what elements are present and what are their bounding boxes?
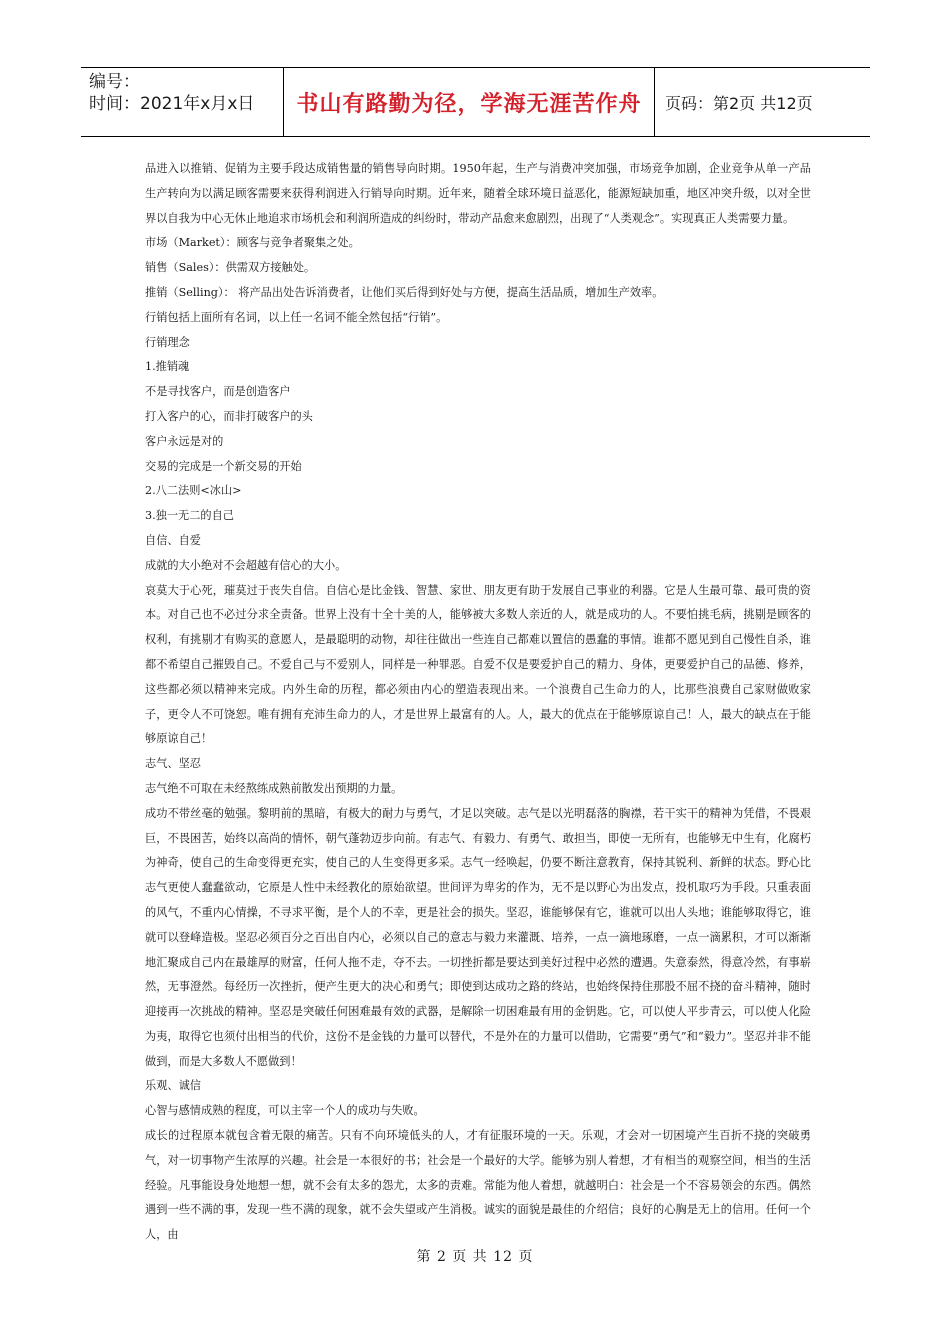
header-page-info <box>655 68 870 136</box>
list-item: 交易的完成是一个新交易的开始 <box>145 459 302 473</box>
paragraph: 成长的过程原本就包含着无限的痛苦。只有不向环境低头的人，才有征服环境的一天。乐观，才会对一切困境产生百折不挠的突破勇气，对一切事物产生浓厚的兴趣。社会是一本很好的书；社会是一个最好的大学。能够为别人着想，才有相当的观察空间，相当的生活经验。凡事能设身处地想一想，就不会有太多的怨尤，太多的责难。常能为他人着想，就越明白：社会是一个不容易领会的东西。偶然遇到一些不满的事，发现一些不满的现象，就不会失望或产生消极。诚实的面貌是最佳的介绍信；良好的心胸是无上的信用。任何一个人，由 <box>145 1129 811 1242</box>
page-number-label: 页码：第2页 共12页 <box>665 93 813 113</box>
paragraph: 志气绝不可取在未经熬练成熟前散发出预期的力量。 <box>145 781 403 795</box>
header-slogan: 书山有路勤为径，学海无涯苦作舟 <box>296 91 642 117</box>
list-item: 打入客户的心，而非打破客户的头 <box>145 409 313 423</box>
document-number-label: 编号： <box>89 72 140 92</box>
paragraph: 成就的大小绝对不会超越有信心的大小。 <box>145 558 347 572</box>
list-item: 不是寻找客户，而是创造客户 <box>145 385 291 399</box>
document-body <box>145 157 811 1248</box>
list-item: 2.八二法则<冰山> <box>145 484 242 498</box>
paragraph: 心智与感情成熟的程度，可以主宰一个人的成功与失败。 <box>145 1104 425 1118</box>
section-heading: 行销理念 <box>145 335 190 349</box>
paragraph: 品进入以推销、促销为主要手段达成销售量的销售导向时期。1950年起，生产与消费冲突加强，市场竞争加剧，企业竞争从单一产品生产转向为以满足顾客需要来获得利润进入行销导向时期。近年来，随着全球环境日益恶化，能源短缺加重，地区冲突升级，以对全世界以自我为中心无休止地追求市场机会和利润所造成的纠纷时，带动产品愈来愈剧烈，出现了“人类观念”。实现真正人类需要力量。 <box>145 162 811 225</box>
paragraph: 行销包括上面所有名词，以上任一名词不能全然包括“行销”。 <box>145 310 448 324</box>
header-slogan-cell <box>283 68 655 136</box>
list-item: 3.独一无二的自己 <box>145 509 234 523</box>
header-meta <box>81 68 283 136</box>
section-heading: 志气、坚忍 <box>145 757 201 771</box>
section-heading: 乐观、诚信 <box>145 1079 201 1093</box>
list-item: 1.推销魂 <box>145 360 190 374</box>
document-date: 时间：2021年x月x日 <box>89 94 255 114</box>
paragraph: 销售（Sales）：供需双方接触处。 <box>145 261 316 275</box>
page-footer: 第 2 页 共 12 页 <box>416 1249 534 1265</box>
list-item: 客户永远是对的 <box>145 434 224 448</box>
section-heading: 自信、自爱 <box>145 533 201 547</box>
paragraph: 成功不带丝毫的勉强。黎明前的黑暗，有极大的耐力与勇气，才足以突破。志气是以光明磊落的胸襟，若干实干的精神为凭借，不畏艰巨，不畏困苦，始终以高尚的情怀，朝气蓬勃迈步向前。有志气、有毅力、有勇气、敢担当，即使一无所有，也能够无中生有，化腐朽为神奇，使自己的生命变得更充实，使自己的人生变得更多采。志气一经唤起，仍要不断注意教育，保持其锐利、新鲜的状态。野心比志气更使人蠢蠢欲动，它原是人性中未经教化的原始欲望。世间评为卑劣的作为，无不是以野心为出发点，投机取巧为手段。只重表面的风气，不重内心情操，不寻求平衡，是个人的不幸，更是社会的损失。坚忍，谁能够保有它，谁就可以出人头地；谁能够取得它，谁就可以登峰造极。坚忍必须百分之百出自内心，必须以自己的意志与毅力来灌溉、培养，一点一滴地琢磨，一点一滴累积，才可以渐渐地汇聚成自己内在最雄厚的财富，任何人拖不走，夺不去。一切挫折都是要达到美好过程中必然的遭遇。失意泰然，得意冷然，有事崭然，无事澄然。每经历一次挫折，便产生更大的决心和勇气；即使到达成功之路的终站，也始终保持住那股不屈不挠的奋斗精神，随时迎接再一次挑战的精神。坚忍是突破任何困难最有效的武器，是解除一切困难最有用的金钥匙。它，可以使人平步青云，可以使人化险为夷，取得它也须付出相当的代价，这份不是金钱的力量可以替代，不是外在的力量可以借助，它需要“勇气”和“毅力”。坚忍并非不能做到，而是大多数人不愿做到！ <box>145 806 811 1068</box>
paragraph: 市场（Market）：顾客与竞争者聚集之处。 <box>145 236 360 250</box>
paragraph: 哀莫大于心死，璀莫过于丧失自信。自信心是比金钱、智慧、家世、朋友更有助于发展自己事业的利器。它是人生最可靠、最可贵的资本。对自己也不必过分求全责备。世界上没有十全十美的人，能够被大多数人亲近的人，就是成功的人。不要怕挑毛病，挑剔是顾客的权利，有挑剔才有购买的意愿人，是最聪明的动物，却往往做出一些连自己都难以置信的愚蠢的事情。谁都不愿见到自己慢性自杀，谁都不希望自己摧毁自己。不爱自己与不爱别人，同样是一种罪恶。自爱不仅是要爱护自己的精力、身体，更要爱护自己的品德、修养，这些都必须以精神来完成。内外生命的历程，都必须由内心的塑造表现出来。一个浪费自己生命力的人，比那些浪费自己家财做败家子，更令人不可饶恕。唯有拥有充沛生命力的人，才是世界上最富有的人。人，最大的优点在于能够原谅自己！人，最大的缺点在于能够原谅自己！ <box>145 583 811 746</box>
page-header <box>81 67 870 137</box>
paragraph: 推销（Selling）： 将产品出处告诉消费者，让他们买后得到好处与方便，提高生活品质，增加生产效率。 <box>145 285 664 299</box>
